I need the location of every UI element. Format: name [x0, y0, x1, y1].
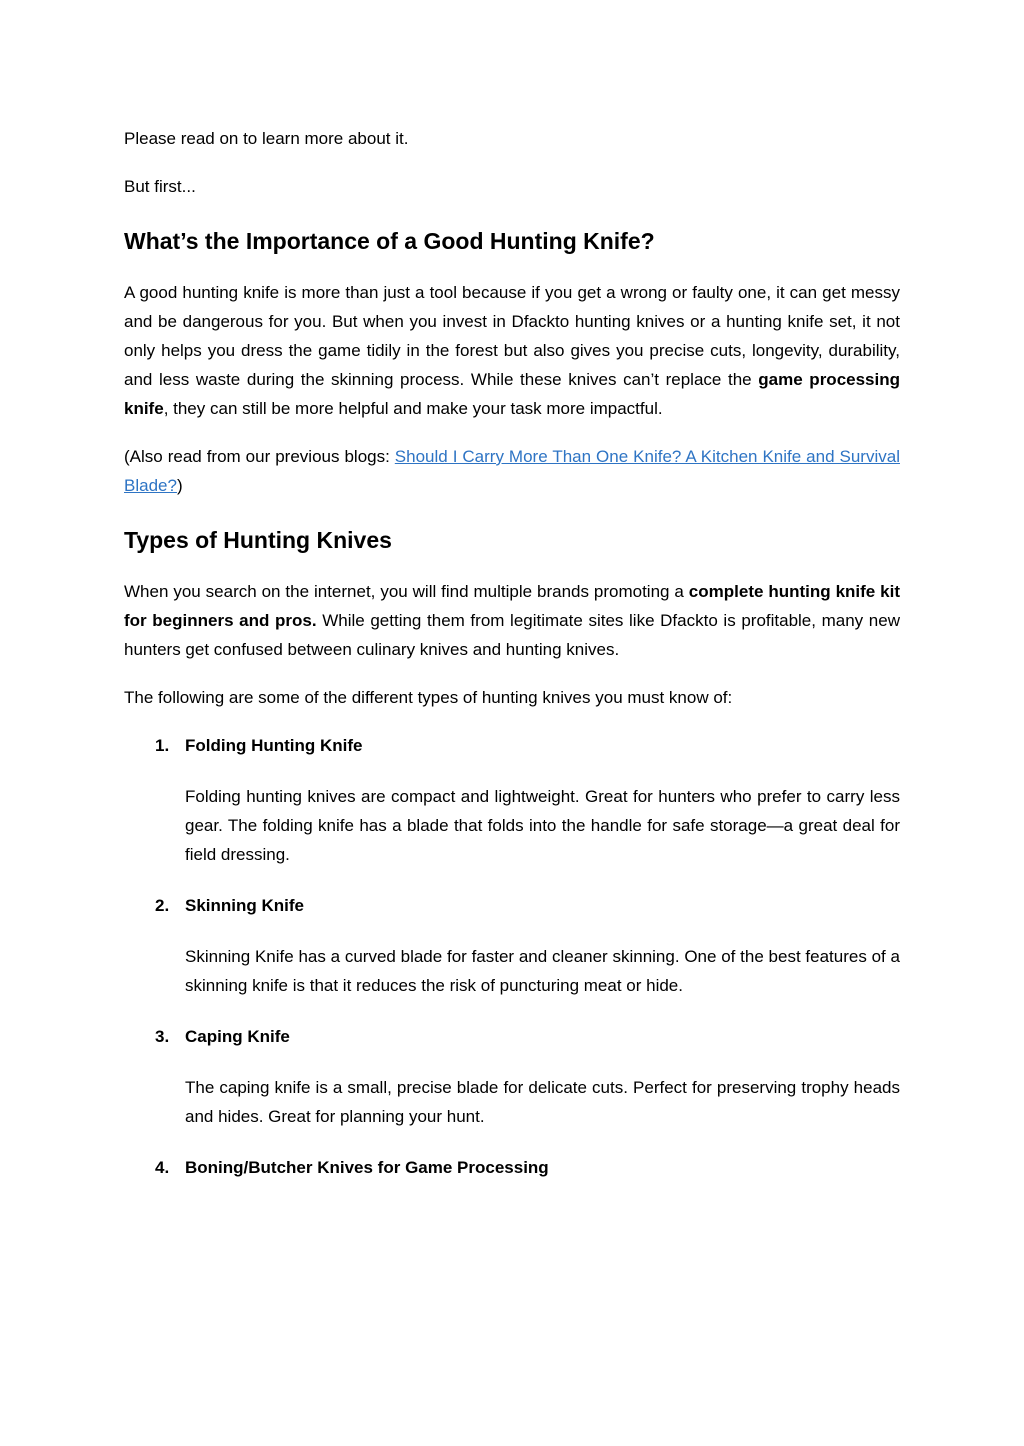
list-item-description: Skinning Knife has a curved blade for faster and cleaner skinning. One of the best features of a skinning knife is that it reduces the risk of puncturing meat or hide. — [185, 947, 900, 995]
also-read-prefix: (Also read from our previous blogs: — [124, 447, 395, 466]
list-item-title-text: Folding Hunting Knife — [185, 736, 363, 755]
list-item-number: 2. — [155, 896, 170, 915]
list-item-title — [124, 891, 900, 920]
list-item-title-text: Caping Knife — [185, 1027, 290, 1046]
section-heading-importance: What’s the Importance of a Good Hunting Knife? — [124, 228, 655, 254]
list-item-description: The caping knife is a small, precise blade for delicate cuts. Perfect for preserving trophy heads and hides. Great for planning your hunt. — [185, 1078, 900, 1126]
list-item-title — [124, 731, 900, 760]
types-body-paragraph — [124, 577, 900, 664]
list-item-number: 3. — [155, 1027, 170, 1046]
list-intro-paragraph: The following are some of the different types of hunting knives you must know of: — [124, 688, 733, 707]
importance-body-bold-phrase: game processing knife — [124, 370, 900, 418]
also-read-suffix: ) — [176, 476, 183, 495]
list-item-number: 1. — [155, 736, 170, 755]
intro-paragraph-2: But first... — [124, 177, 196, 196]
importance-body-part1: A good hunting knife is more than just a tool because if you get a wrong or faulty one, it can get messy and be dangerous for you. But when you invest in Dfackto hunting knives or a hunting knife set, it not only helps you dress the game tidily in the forest but also gives you precise cuts, longevity, durability, and less waste during the skinning process. While these knives can’t replace the — [124, 283, 900, 389]
list-item — [124, 1153, 900, 1182]
list-item-title-text: Boning/Butcher Knives for Game Processing — [185, 1158, 549, 1177]
types-body-part2: While getting them from legitimate sites like Dfackto is profitable, many new hunters get confused between culinary knives and hunting knives. — [124, 611, 900, 659]
list-item — [124, 891, 900, 1000]
previous-blog-link[interactable]: Should I Carry More Than One Knife? A Kitchen Knife and Survival Blade? — [124, 447, 900, 495]
knife-types-list — [124, 731, 900, 1182]
list-item-title-text: Skinning Knife — [185, 896, 304, 915]
list-item-title — [124, 1153, 900, 1182]
list-item-description: Folding hunting knives are compact and lightweight. Great for hunters who prefer to carry less gear. The folding knife has a blade that folds into the handle for safe storage—a great deal for field dressing. — [185, 787, 900, 864]
list-item-number: 4. — [155, 1158, 170, 1177]
section-heading-types: Types of Hunting Knives — [124, 527, 392, 553]
importance-body-paragraph — [124, 278, 900, 423]
list-item-title — [124, 1022, 900, 1051]
list-item — [124, 731, 900, 869]
importance-body-part2: , they can still be more helpful and make your task more impactful. — [163, 399, 663, 418]
also-read-paragraph — [124, 442, 900, 500]
types-body-part1: When you search on the internet, you will find multiple brands promoting a — [124, 582, 689, 601]
types-body-bold-phrase: complete hunting knife kit for beginners and pros. — [124, 582, 901, 630]
intro-paragraph-1: Please read on to learn more about it. — [124, 129, 409, 148]
list-item — [124, 1022, 900, 1131]
